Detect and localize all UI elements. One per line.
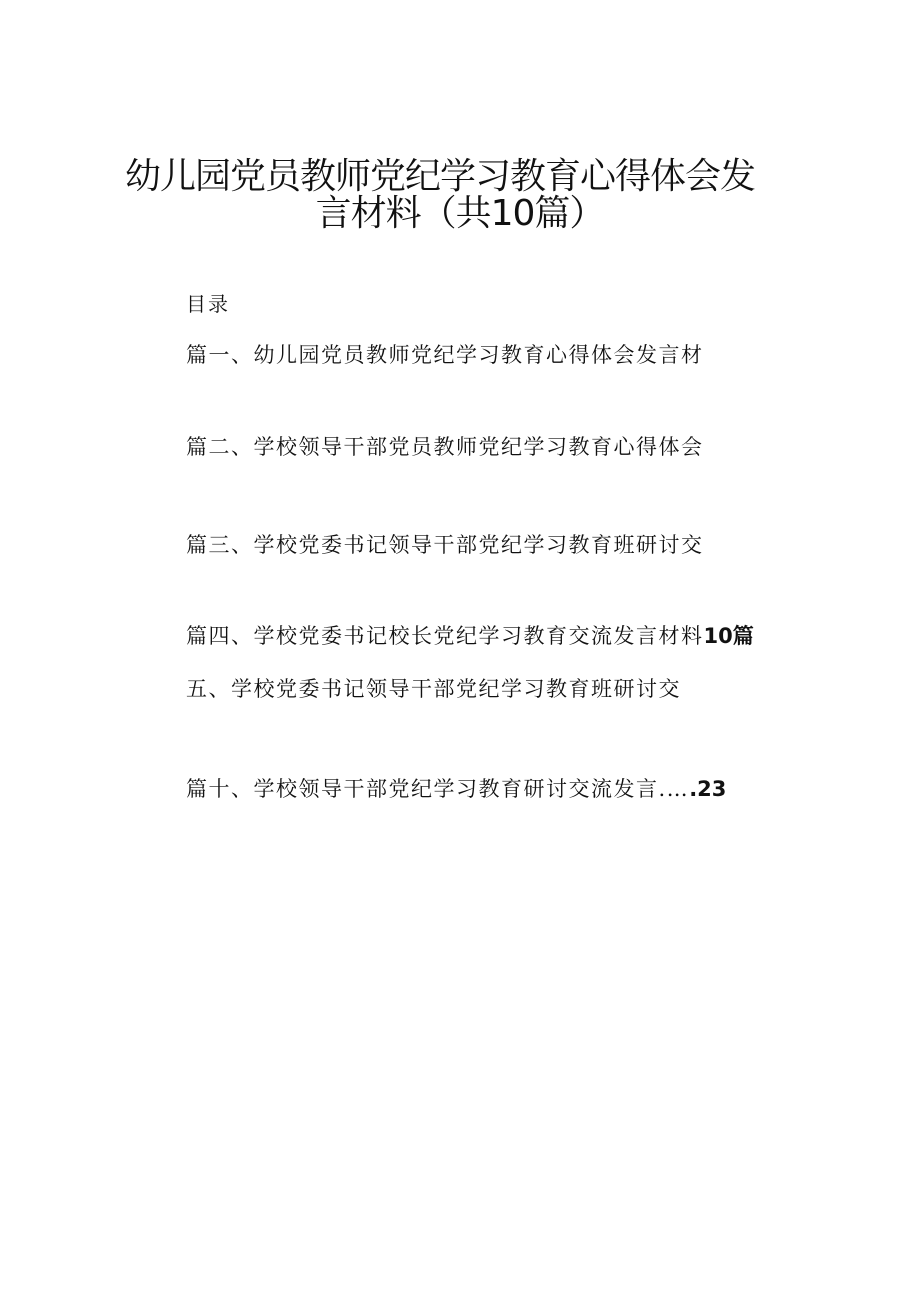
toc-item[interactable] [186, 773, 726, 803]
toc-item[interactable] [186, 529, 704, 559]
toc-item-text: 五、学校党委书记领导干部党纪学习教育班研讨交 [186, 677, 681, 701]
toc-item-text: 篇二、学校领导干部党员教师党纪学习教育心得体会 [186, 435, 704, 459]
toc-item-text: 篇十、学校领导干部党纪学习教育研讨交流发言.… [186, 777, 690, 801]
toc-item[interactable] [186, 673, 681, 703]
toc-heading: 目录 [186, 292, 230, 316]
toc-item[interactable] [186, 620, 754, 650]
document-title-line-1: 幼儿园党员教师党纪学习教育心得体会发 [124, 156, 755, 197]
toc-item-text: 篇三、学校党委书记领导干部党纪学习教育班研讨交 [186, 533, 704, 557]
toc-item-text: 篇四、学校党委书记校长党纪学习教育交流发言材料 [186, 624, 704, 648]
toc-item-page-number: .23 [689, 777, 727, 801]
toc-item[interactable] [186, 431, 704, 461]
toc-item[interactable] [186, 339, 704, 369]
toc-item-text: 篇一、幼儿园党员教师党纪学习教育心得体会发言材 [186, 343, 704, 367]
document-title-line-2: 言材料（共10篇） [315, 193, 605, 234]
toc-item-suffix: 10篇 [703, 624, 754, 648]
